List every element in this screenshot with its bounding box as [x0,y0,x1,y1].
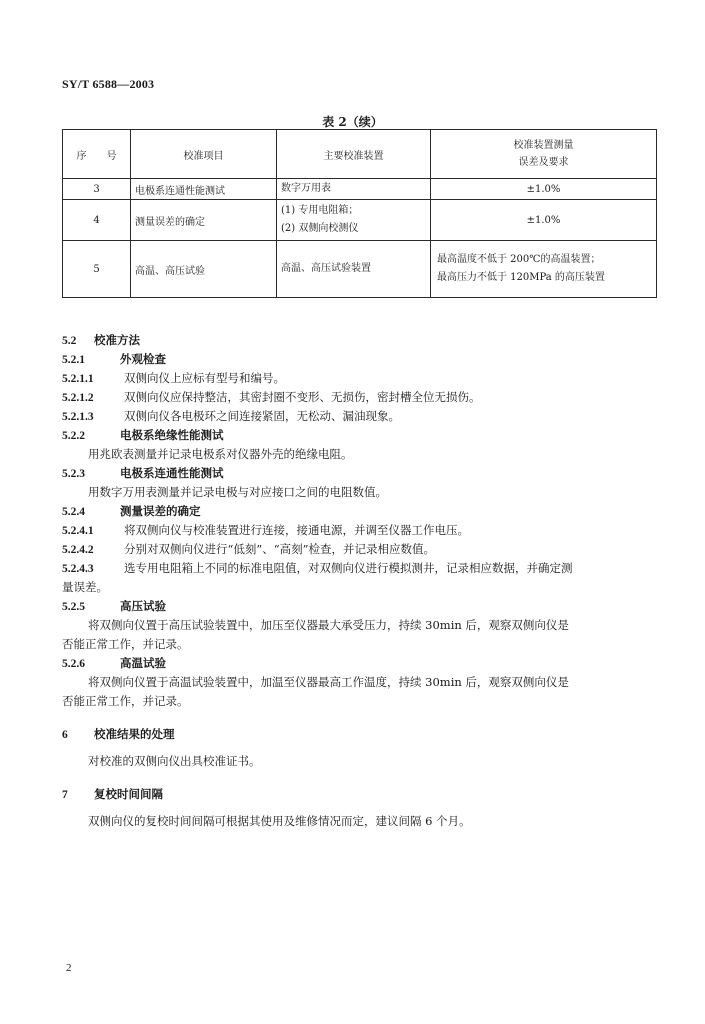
paragraph: 将双侧向仪置于高温试验装置中，加温至仪器最高工作温度，持续 30min 后，观察双侧向仪是 [88,675,569,689]
clause [62,559,656,578]
clause-number: 5.2.4.3 [62,563,94,575]
clause-text: 双侧向仪各电极环之间连接紧固，无松动、漏油现象。 [124,409,400,423]
paragraph: 双侧向仪的复校时间间隔可根据其使用及维修情况而定，建议间隔 6 个月。 [88,814,471,828]
row-requirement [431,241,657,298]
paragraph-continuation: 否能正常工作，并记录。 [62,637,189,651]
clause-text: 双侧向仪应保持整洁，其密封圈不变形、无损伤，密封槽全位无损伤。 [124,390,481,404]
section-number: 5.2.4 [62,506,85,518]
paragraph: 用数字万用表测量并记录电极与对应接口之间的电阻数值。 [88,485,387,499]
section-number: 5.2 [62,335,77,347]
section-title: 电极系连通性能测试 [120,466,224,480]
table-caption: 表 2（续） [322,115,383,129]
clause-text: 双侧向仪上应标有型号和编号。 [124,371,285,385]
table-row [63,179,657,200]
section-title: 校准方法 [94,333,140,347]
row-device [277,241,431,298]
row-requirement-line: 最高温度不低于 200℃的高温装置； [437,254,601,265]
table-row [63,241,657,298]
col-header-item: 校准项目 [131,130,277,179]
clause-text: 选专用电阻箱上不同的标准电阻值，对双侧向仪进行模拟测井，记录相应数据，并确定测 [124,561,573,575]
row-requirement: ±1.0% [431,200,657,241]
row-item: 电极系连通性能测试 [131,179,277,200]
clause [62,388,656,407]
row-device-line: 高温、高压试验装置 [281,263,371,274]
section-title: 校准结果的处理 [94,727,175,741]
clause-number: 5.2.1.3 [62,411,94,423]
section-number: 5.2.3 [62,468,85,480]
section-heading [62,464,656,483]
section-heading [62,725,656,744]
section-number: 5.2.2 [62,430,85,442]
clause-text: 分别对双侧向仪进行“低刻”、“高刻”检查，并记录相应数值。 [124,542,436,556]
paragraph: 用兆欧表测量并记录电极系对仪器外壳的绝缘电阻。 [88,447,353,461]
clause [62,521,656,540]
clause-number: 5.2.1.2 [62,392,94,404]
col-header-no: 序 号 [63,130,131,179]
row-device-line: (2) 双侧向校测仪 [281,223,359,234]
clause-text: 将双侧向仪与校准装置进行连接，接通电源，并调至仪器工作电压。 [124,523,469,537]
standard-code: SY/T 6588—2003 [62,77,155,91]
section-number: 5.2.1 [62,354,85,366]
document-body [62,331,656,831]
row-no: 3 [63,179,131,200]
row-requirement-line: 最高压力不低于 120MPa 的高压装置 [437,272,605,283]
section-title: 复校时间间隔 [94,787,163,801]
row-requirement: ±1.0% [431,179,657,200]
row-no: 4 [63,200,131,241]
page-number: 2 [66,962,72,974]
row-device [277,200,431,241]
section-number: 5.2.6 [62,658,85,670]
section-heading [62,597,656,616]
col-header-req-line2: 误差及要求 [518,157,569,168]
section-title: 高温试验 [120,656,166,670]
section-heading [62,331,656,350]
clause [62,540,656,559]
table-row [63,200,657,241]
row-device-line: 数字万用表 [281,183,331,194]
section-number: 7 [62,789,68,801]
col-header-req-line1: 校准装置测量 [513,140,574,151]
row-no: 5 [63,241,131,298]
clause-number: 5.2.4.2 [62,544,94,556]
section-heading [62,785,656,804]
table-header-row [63,130,657,179]
section-number: 6 [62,729,68,741]
clause-number: 5.2.1.1 [62,373,94,385]
section-heading [62,654,656,673]
col-header-requirement [431,130,657,179]
paragraph-continuation: 否能正常工作，并记录。 [62,694,189,708]
clause [62,369,656,388]
section-title: 测量误差的确定 [120,504,201,518]
section-title: 外观检查 [120,352,166,366]
clause-continuation: 量误差。 [62,580,108,594]
clause [62,407,656,426]
section-heading [62,350,656,369]
clause-number: 5.2.4.1 [62,525,94,537]
row-device [277,179,431,200]
row-device-line: (1) 专用电阻箱； [281,205,359,216]
calibration-table [62,129,656,298]
paragraph: 对校准的双侧向仪出具校准证书。 [88,754,261,768]
paragraph: 将双侧向仪置于高压试验装置中，加压至仪器最大承受压力，持续 30min 后，观察双侧向仪是 [88,618,569,632]
section-heading [62,426,656,445]
col-header-device: 主要校准装置 [277,130,431,179]
section-title: 高压试验 [120,599,166,613]
section-heading [62,502,656,521]
row-item: 高温、高压试验 [131,241,277,298]
section-number: 5.2.5 [62,601,85,613]
row-item: 测量误差的确定 [131,200,277,241]
section-title: 电极系绝缘性能测试 [120,428,224,442]
